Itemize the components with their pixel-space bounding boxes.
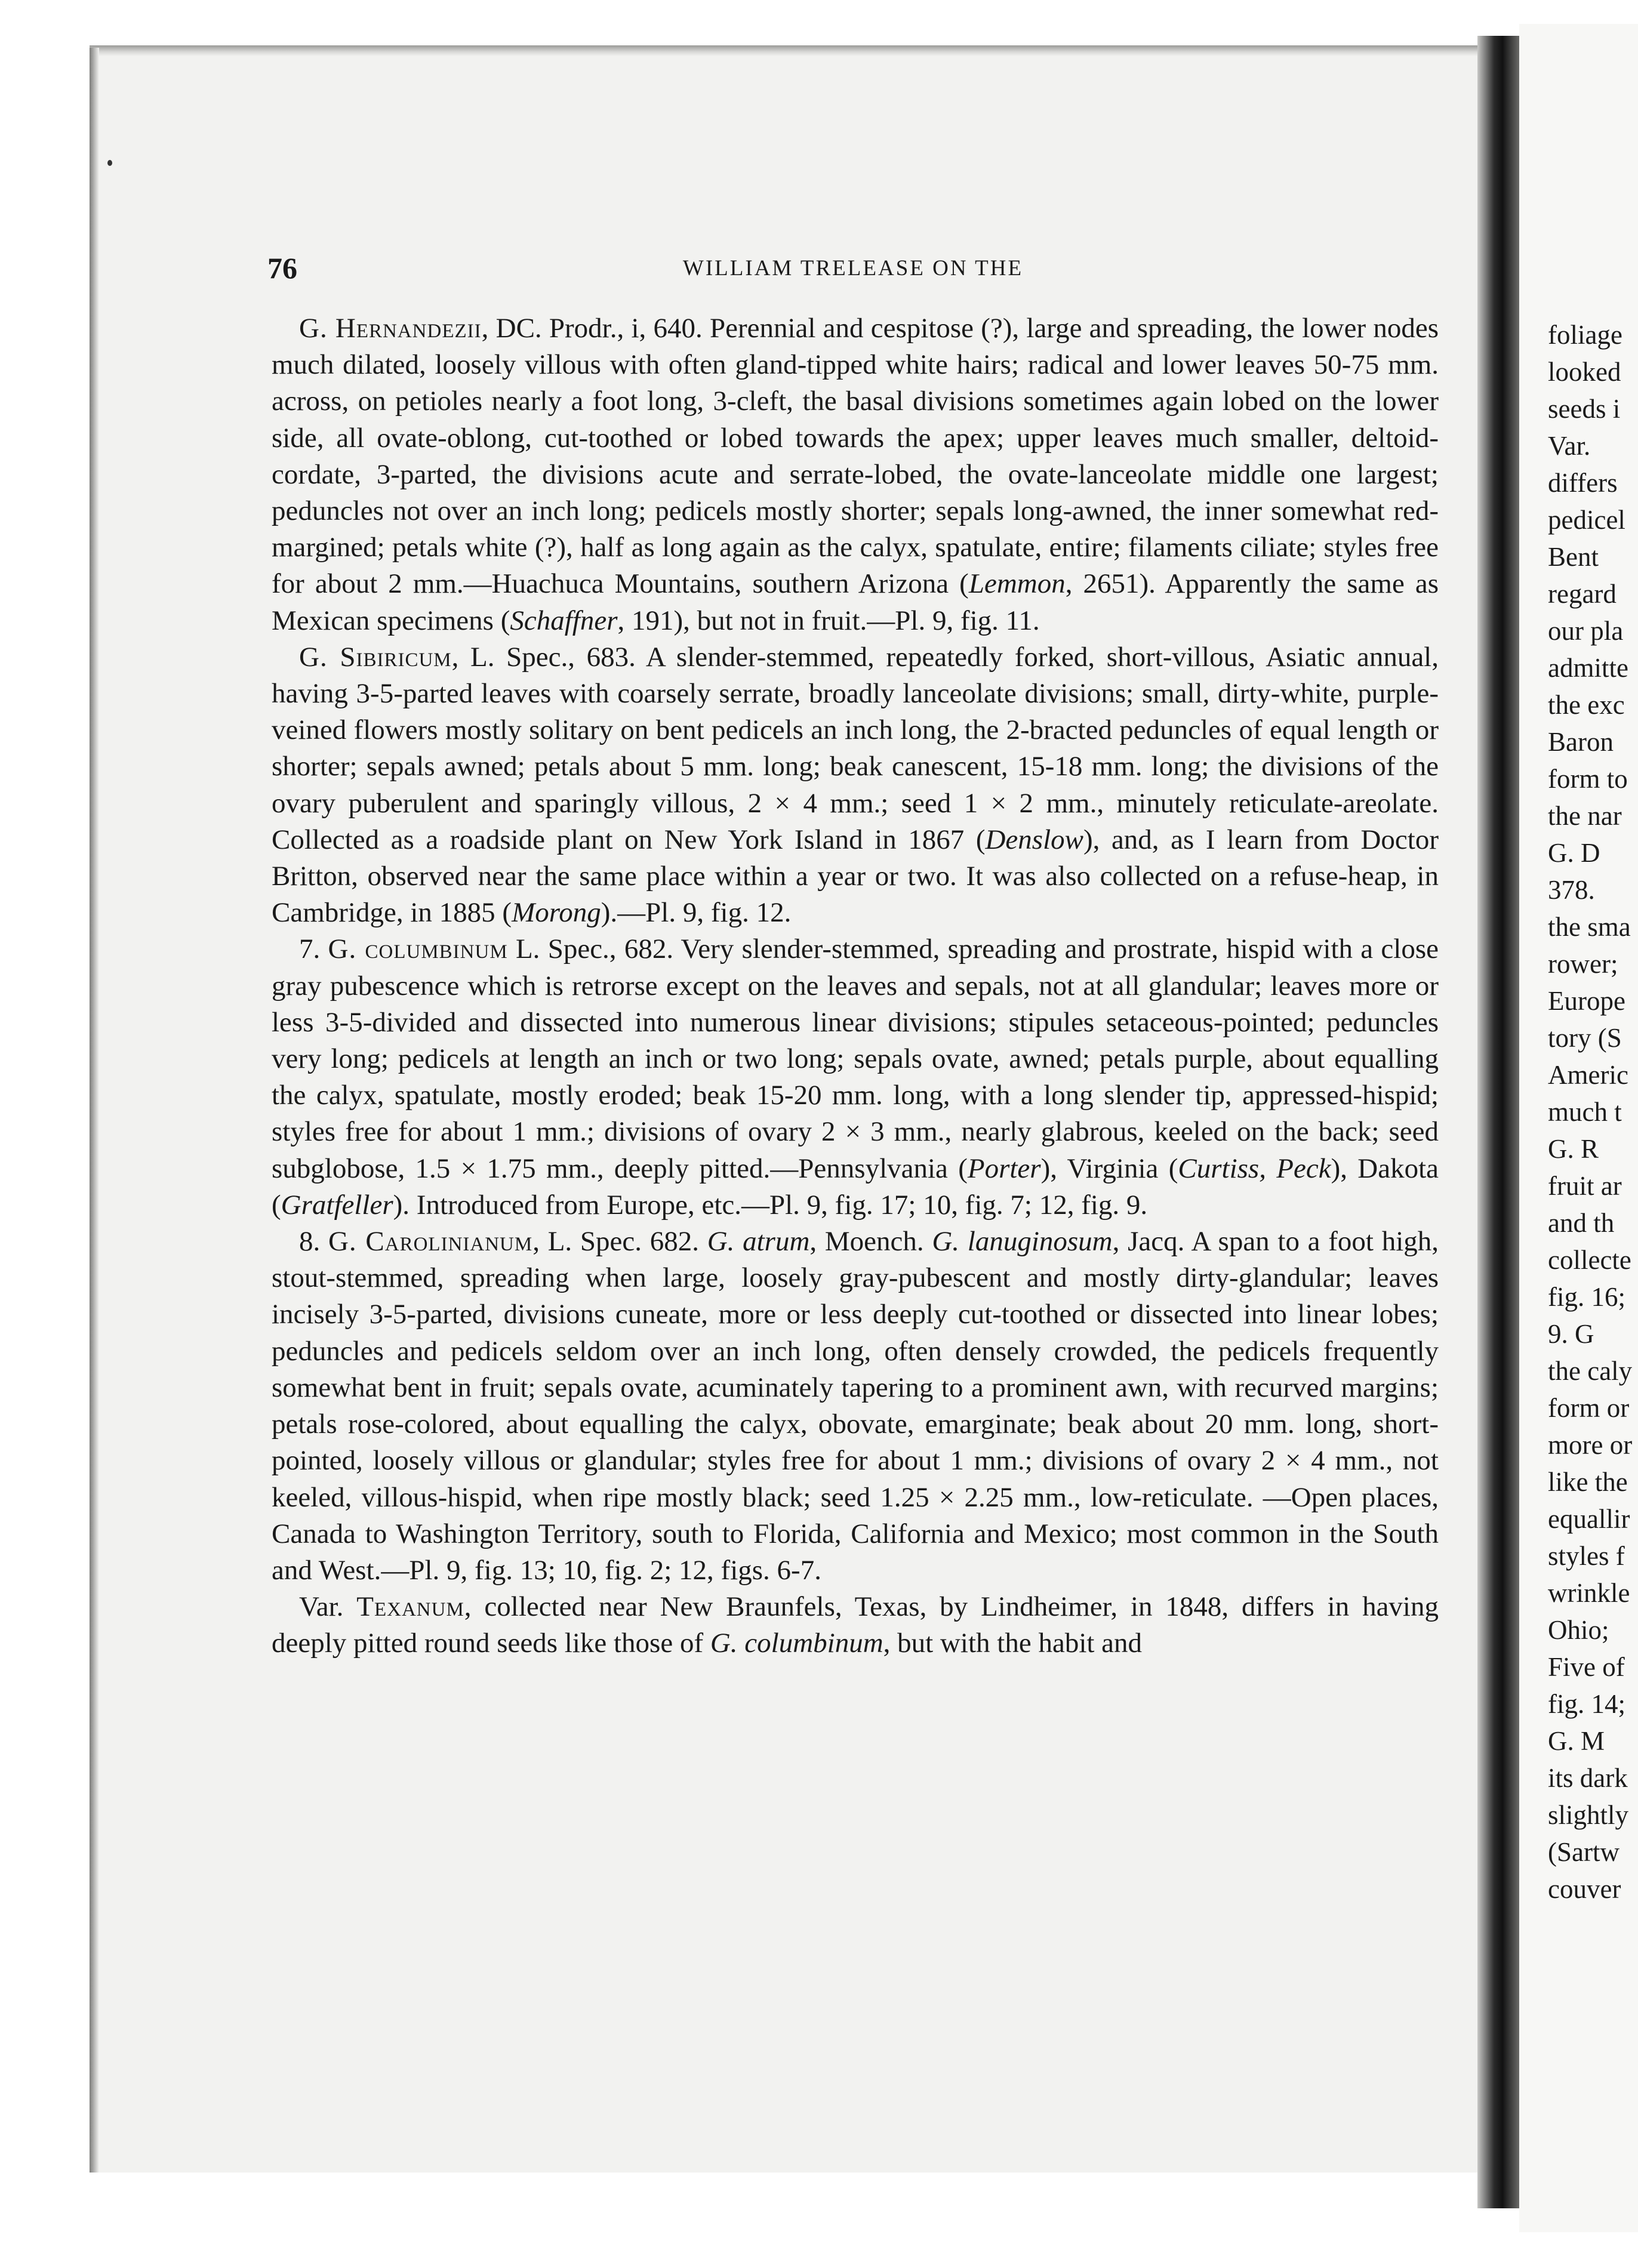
collector-name: Denslow <box>985 824 1083 855</box>
adjacent-page-line: foliage <box>1548 320 1622 350</box>
adjacent-page-line: and th <box>1548 1208 1615 1238</box>
adjacent-page-line: the exc <box>1548 690 1625 720</box>
page-number: 76 <box>267 251 297 285</box>
adjacent-page-line: 378. <box>1548 875 1595 905</box>
paragraph-text: , L. Spec. 682. <box>532 1226 707 1258</box>
species-name: G. Sibiricum <box>299 641 452 673</box>
adjacent-page-line: collecte <box>1548 1245 1631 1275</box>
paragraph-text: ).—Pl. 9, fig. 12. <box>601 897 792 929</box>
adjacent-page-line: like the <box>1548 1467 1628 1497</box>
page-edge-shadow-top <box>90 45 1477 56</box>
paragraph-text: ), Virginia ( <box>1040 1153 1178 1184</box>
paragraph-text: , 191), but not in fruit.—Pl. 9, fig. 11. <box>617 605 1040 636</box>
paragraph-text: , Jacq. A span to a foot high, stout-stemmed, spreading when large, loosely gray-pubescent and mostly dirty-glandular; leaves incisely 3-5-parted, divisions cuneate, more or less deeply cut-toothed or dissected into linear lobes; peduncles and pedicels seldom over an inch long, often densely crowded, the pedicels frequently somewhat bent in fruit; sepals ovate, acuminately tapering to a prominent awn, with recurved margins; petals rose-colored, about equalling the calyx, obovate, emarginate; beak about 20 mm. long, short-pointed, loosely villous or glandular; styles free for about 1 mm.; divisions of ovary 2 × 4 mm., not keeled, villous-hispid, when ripe mostly black; seed 1.25 × 2.25 mm., low-reticulate. —Open places, Canada to Washington Territory, south to Florida, California and Mexico; most common in the South and West.—Pl. 9, fig. 13; 10, fig. 2; 12, figs. 6-7. <box>272 1226 1439 1586</box>
adjacent-page-line: G. M <box>1548 1726 1605 1756</box>
paragraph-text: L. Spec., 682. Very slender-stemmed, spreading and prostrate, hispid with a close gray pubescence which is retrorse except on the leaves and sepals, not at all glandular; leaves more or less 3-5-divided and dissected into numerous linear divisions; stipules setaceous-pointed; peduncles very long; pedicels at length an inch or two long; sepals ovate, awned; petals purple, about equalling the calyx, spatulate, mostly eroded; beak 15-20 mm. long, with a long slender tip, appressed-hispid; styles free for about 1 mm.; divisions of ovary 2 × 3 mm., nearly glabrous, keeled on the back; seed subglobose, 1.5 × 1.75 mm., deeply pitted.—Pennsylvania ( <box>272 933 1439 1184</box>
adjacent-page-line: our pla <box>1548 616 1624 646</box>
adjacent-page-line: fruit ar <box>1548 1171 1622 1201</box>
synonym-name: G. atrum <box>707 1226 810 1258</box>
adjacent-page-line: regard <box>1548 579 1617 609</box>
adjacent-page-line: G. R <box>1548 1134 1599 1164</box>
paragraph-g-hernandezii <box>272 310 1439 639</box>
adjacent-page-line: rower; <box>1548 949 1618 979</box>
paragraph-g-carolinianum <box>272 1224 1439 1589</box>
adjacent-page-line: differs <box>1548 468 1618 498</box>
adjacent-page-line: Bent <box>1548 542 1599 572</box>
adjacent-page-line: couver <box>1548 1874 1621 1904</box>
adjacent-page-line: Five of <box>1548 1652 1625 1682</box>
adjacent-page-line: Americ <box>1548 1060 1628 1090</box>
paragraph-text: , Moench. <box>809 1226 932 1258</box>
adjacent-page-line: Ohio; <box>1548 1615 1609 1645</box>
species-number: 7. <box>299 933 321 965</box>
collector-name: Schaffner <box>510 605 618 636</box>
species-name: G. Hernandezii <box>299 313 482 344</box>
collector-name: Porter <box>967 1153 1041 1184</box>
adjacent-page-line: equallir <box>1548 1504 1630 1534</box>
adjacent-page-line: admitte <box>1548 653 1628 683</box>
ink-speck <box>107 160 112 166</box>
collector-name: Lemmon <box>968 568 1066 600</box>
adjacent-page-line: fig. 16; <box>1548 1282 1625 1312</box>
adjacent-page-line: the nar <box>1548 801 1622 831</box>
adjacent-page-fragment <box>1519 24 1638 2232</box>
adjacent-page-line: G. D <box>1548 838 1600 868</box>
adjacent-page-line: form to <box>1548 764 1628 794</box>
body-text <box>272 310 1439 1662</box>
adjacent-page-line: the sma <box>1548 912 1631 942</box>
adjacent-page-line: looked <box>1548 357 1621 387</box>
paragraph-text: ), and, as I learn from Doctor Britton, observed near the same place within a year or two. It was also collected on a refuse-heap, in Cambridge, in 1885 ( <box>272 824 1439 929</box>
adjacent-page-line: Baron <box>1548 727 1614 757</box>
paragraph-text: , collected near New Braunfels, Texas, by Lindheimer, in 1848, differs in having deeply pitted round seeds like those of <box>272 1591 1439 1659</box>
paragraph-g-sibiricum <box>272 639 1439 932</box>
adjacent-page-line: form or <box>1548 1393 1630 1423</box>
paragraph-text: ). Introduced from Europe, etc.—Pl. 9, fig. 17; 10, fig. 7; 12, fig. 9. <box>393 1189 1148 1221</box>
paragraph-text: ), Dakota ( <box>272 1153 1439 1221</box>
species-reference: G. columbinum <box>710 1628 883 1659</box>
adjacent-page-line: slightly <box>1548 1800 1629 1830</box>
adjacent-page-line: (Sartw <box>1548 1837 1619 1867</box>
adjacent-page-line: wrinkle <box>1548 1578 1630 1608</box>
page-edge-shadow-left <box>90 48 99 2173</box>
adjacent-page-line: its dark <box>1548 1763 1628 1793</box>
adjacent-page-line: fig. 14; <box>1548 1689 1625 1719</box>
paragraph-text: , L. Spec., 683. A slender-stemmed, repeatedly forked, short-villous, Asiatic annual, having 3-5-parted leaves with coarsely serrate, broadly lanceolate divisions; small, dirty-white, purple-veined flowers mostly solitary on bent pedicels an inch long, the 2-bracted peduncles of equal length or shorter; sepals awned; petals about 5 mm. long; beak canescent, 15-18 mm. long; the divisions of the ovary puberulent and sparingly villous, 2 × 4 mm.; seed 1 × 2 mm., minutely reticulate-areolate. Collected as a roadside plant on New York Island in 1867 ( <box>272 641 1439 855</box>
species-name: G. Carolinianum <box>328 1226 533 1258</box>
species-number: 8. <box>299 1226 321 1258</box>
collector-name: Morong <box>512 897 601 929</box>
adjacent-page-line: seeds i <box>1548 394 1621 424</box>
species-name: G. columbinum <box>328 933 508 965</box>
adjacent-page-line: pedicel <box>1548 505 1625 535</box>
adjacent-page-line: more or <box>1548 1430 1633 1460</box>
running-head: WILLIAM TRELEASE ON THE <box>682 256 1024 281</box>
adjacent-page-line: tory (S <box>1548 1023 1622 1053</box>
adjacent-page-line: the caly <box>1548 1356 1633 1386</box>
adjacent-page-line: Europe <box>1548 986 1625 1016</box>
page-header <box>267 251 1439 292</box>
adjacent-page-line: styles f <box>1548 1541 1625 1571</box>
paragraph-text: , DC. Prodr., i, 640. Perennial and cespitose (?), large and spreading, the lower nodes much dilated, loosely villous with often gland-tipped white hairs; radical and lower leaves 50-75 mm. across, on petioles nearly a foot long, 3-cleft, the basal divisions sometimes again lobed on the lower side, all ovate-oblong, cut-toothed or lobed towards the apex; upper leaves much smaller, deltoid-cordate, 3-parted, the divisions acute and serrate-lobed, the ovate-lanceolate middle one largest; peduncles not over an inch long; pedicels mostly shorter; sepals long-awned, the inner somewhat red-margined; petals white (?), half as long again as the calyx, spatulate, entire; filaments ciliate; styles free for about 2 mm.—Huachuca Mountains, southern Arizona ( <box>272 313 1439 600</box>
paragraph-text: , but with the habit and <box>883 1628 1143 1659</box>
variety-name: Texanum <box>356 1591 464 1623</box>
collector-name: Gratfeller <box>281 1189 393 1221</box>
synonym-name: G. lanuginosum <box>932 1226 1113 1258</box>
paragraph-text: Var. <box>299 1591 357 1623</box>
paragraph-text: , 2651). Apparently the same as Mexican specimens ( <box>272 568 1439 636</box>
adjacent-page-line: Var. <box>1548 431 1591 461</box>
collector-name: Curtiss, Peck <box>1178 1153 1331 1184</box>
adjacent-page-line: much t <box>1548 1097 1622 1127</box>
book-gutter <box>1477 36 1519 2208</box>
adjacent-page-line: 9. G <box>1548 1319 1594 1349</box>
paragraph-g-columbinum <box>272 931 1439 1224</box>
paragraph-var-texanum <box>272 1589 1439 1662</box>
